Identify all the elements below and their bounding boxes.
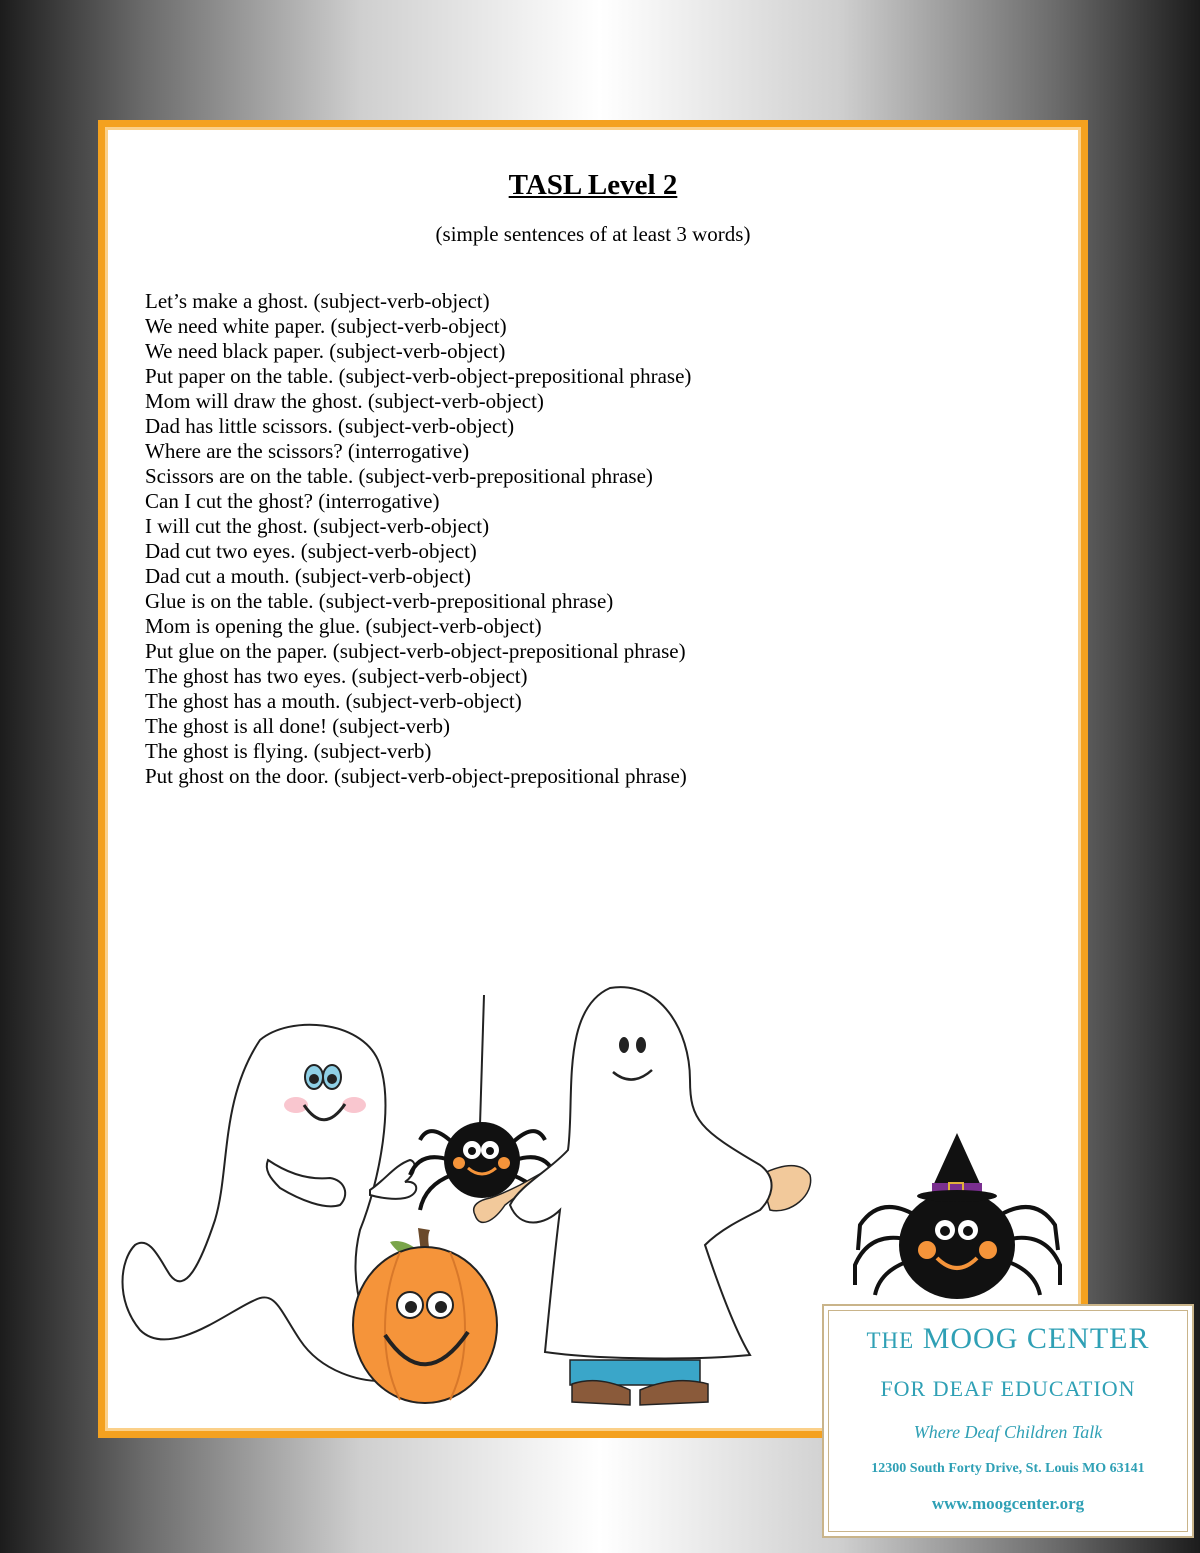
logo-name (824, 1322, 1192, 1356)
sentence-item: Dad has little scissors. (subject-verb-object) (145, 414, 515, 438)
witch-hat-spider-illustration (855, 1133, 1060, 1299)
sheet-ghost-illustration (474, 987, 811, 1405)
sentence-item: Dad cut a mouth. (subject-verb-object) (145, 564, 471, 588)
sentence-item: Put paper on the table. (subject-verb-object-prepositional phrase) (145, 364, 692, 388)
sentence-item: Scissors are on the table. (subject-verb-prepositional phrase) (145, 464, 653, 488)
logo-name-prefix: THE (866, 1328, 915, 1353)
document-title: TASL Level 2 (508, 169, 678, 201)
sentence-item: Dad cut two eyes. (subject-verb-object) (145, 539, 477, 563)
sentence-item: We need black paper. (subject-verb-object) (145, 339, 506, 363)
sentence-item: Put ghost on the door. (subject-verb-object-prepositional phrase) (145, 764, 687, 788)
sentence-item: We need white paper. (subject-verb-object) (145, 314, 507, 338)
logo-tagline: Where Deaf Children Talk (913, 1422, 1103, 1442)
logo-website-link[interactable]: www.moogcenter.org (931, 1494, 1085, 1513)
logo-address: 12300 South Forty Drive, St. Louis MO 63141 (871, 1461, 1145, 1476)
sentence-item: Can I cut the ghost? (interrogative) (145, 489, 440, 513)
logo-subtitle: FOR DEAF EDUCATION (880, 1376, 1136, 1401)
sentence-item: Mom will draw the ghost. (subject-verb-object) (145, 389, 544, 413)
moog-center-logo (822, 1304, 1194, 1538)
sentence-item: The ghost has two eyes. (subject-verb-object) (145, 664, 528, 688)
sentence-item: Put glue on the paper. (subject-verb-object-prepositional phrase) (145, 639, 686, 663)
sentence-item: Where are the scissors? (interrogative) (145, 439, 470, 463)
sentence-item: Let’s make a ghost. (subject-verb-object) (145, 289, 490, 313)
document-subtitle: (simple sentences of at least 3 words) (435, 222, 751, 246)
pumpkin-illustration (353, 1228, 497, 1403)
logo-name-main: MOOG CENTER (922, 1322, 1150, 1355)
sentence-item: Mom is opening the glue. (subject-verb-object) (145, 614, 542, 638)
sentence-item: Glue is on the table. (subject-verb-prepositional phrase) (145, 589, 614, 613)
sentence-item: I will cut the ghost. (subject-verb-object) (145, 514, 490, 538)
sentence-item: The ghost is all done! (subject-verb) (145, 714, 450, 738)
sentence-item: The ghost is flying. (subject-verb) (145, 739, 432, 763)
sentence-item: The ghost has a mouth. (subject-verb-object) (145, 689, 522, 713)
